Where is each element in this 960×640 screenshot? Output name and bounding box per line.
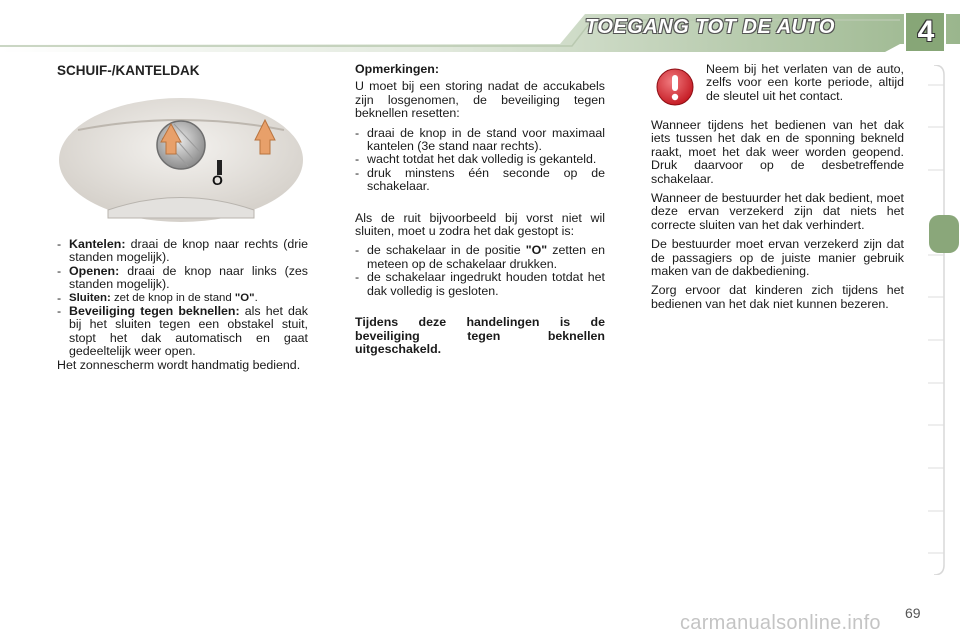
item-text: draai de knop naar links (zes standen mogelijk).: [69, 263, 308, 292]
chapter-number: 4: [917, 15, 935, 48]
list-item: - Sluiten: zet de knop in de stand "O".: [57, 290, 258, 305]
list-item: - de schakelaar ingedrukt houden totdat het dak volledig is gesloten.: [355, 270, 605, 298]
stop-step-tail: zetten en meteen op de schakelaar drukken.: [367, 243, 605, 271]
item-text: zet de knop in de stand: [113, 291, 235, 304]
sunroof-control-photo: [58, 90, 304, 222]
reset-step: draai de knop in de stand voor maximaal kantelen (3e stand naar rechts).: [367, 125, 605, 154]
reset-step: druk minstens één seconde op de schakelaar.: [367, 165, 605, 194]
frost-paragraph: Als de ruit bijvoorbeeld bij vorst niet wil sluiten, moet u zodra het dak gestopt is:: [355, 210, 605, 239]
list-item: - draai de knop in de stand voor maximaal kantelen (3e stand naar rechts).: [355, 125, 605, 154]
watermark: carmanualsonline.info: [680, 612, 881, 634]
remarks-intro: U moet bij een storing nadat de accukabels zijn losgenomen, de beveiliging tegen beknellen resetten:: [355, 79, 605, 121]
sunscreen-note: Het zonnescherm wordt handmatig bediend.: [57, 357, 301, 372]
list-item: - Beveiliging tegen beknellen: als het dak bij het sluiten tegen een obstakel stuit, stopt het dak automatisch en gaat gedeeltelijk weer open.: [57, 304, 308, 359]
section-title: SCHUIF-/KANTELDAK: [57, 63, 200, 78]
list-item: - druk minstens één seconde op de schakelaar.: [355, 165, 605, 194]
safety-paragraph: Wanneer de bestuurder het dak bedient, moet deze ervan verzekerd zijn dat niets het correcte sluiten van het dak verhindert.: [651, 191, 904, 232]
middle-column: [355, 63, 605, 362]
item-label: Kantelen:: [69, 237, 126, 251]
item-text: draai de knop naar rechts (drie standen mogelijk).: [69, 237, 308, 265]
safety-paragraph: De bestuurder moet ervan verzekerd zijn dat de passagiers op de juiste manier gebruik maken van de dakbediening.: [651, 237, 904, 279]
list-item: - Kantelen: draai de knop naar rechts (drie standen mogelijk).: [57, 237, 308, 265]
chapter-title: TOEGANG TOT DE AUTO: [585, 16, 835, 38]
list-item: - de schakelaar in de positie "O" zetten en meteen op de schakelaar drukken.: [355, 243, 605, 271]
photo-label: O: [212, 172, 223, 188]
item-label: Beveiliging tegen beknellen:: [69, 304, 240, 319]
stop-step-emphasis: "O": [525, 243, 548, 258]
page-header: [0, 0, 960, 58]
list-item: - wacht totdat het dak volledig is gekanteld.: [355, 153, 605, 166]
stop-step-text: de schakelaar in de positie: [367, 243, 526, 258]
warning-icon: [655, 67, 695, 112]
safety-paragraph: Zorg ervoor dat kinderen zich tijdens het bedienen van het dak niet kunnen bezeren.: [651, 283, 904, 311]
stop-step-text: de schakelaar ingedrukt houden totdat het dak volledig is gesloten.: [367, 270, 605, 298]
list-item: - Openen: draai de knop naar links (zes standen mogelijk).: [57, 263, 308, 292]
page-number: 69: [905, 605, 921, 621]
item-tail: .: [254, 291, 258, 304]
safety-paragraph: Wanneer tijdens het bedienen van het dak iets tussen het dak en de sponning bekneld raakt, moet het dak weer worden geopend. Druk daarvoor op de desbetreffende schakelaar.: [651, 118, 904, 186]
right-column: [651, 119, 904, 317]
bold-note: Tijdens deze handelingen is de beveiliging tegen beknellen uitgeschakeld.: [355, 315, 605, 356]
warning-text-block: [706, 63, 904, 109]
reset-step: wacht totdat het dak volledig is gekanteld.: [367, 152, 597, 167]
warning-text: Neem bij het verlaten van de auto, zelfs voor een korte periode, altijd de sleutel uit het contact.: [706, 62, 904, 103]
left-column: [57, 238, 308, 378]
item-label: Sluiten:: [69, 291, 111, 304]
remarks-heading: Opmerkingen:: [355, 62, 439, 76]
item-text: als het dak bij het sluiten tegen een obstakel stuit, stopt het dak automatisch en gaat gedeeltelijk weer open.: [69, 304, 308, 359]
item-emphasis: "O": [234, 291, 255, 304]
item-label: Openen:: [69, 263, 120, 278]
chapter-tabs: [928, 65, 960, 575]
